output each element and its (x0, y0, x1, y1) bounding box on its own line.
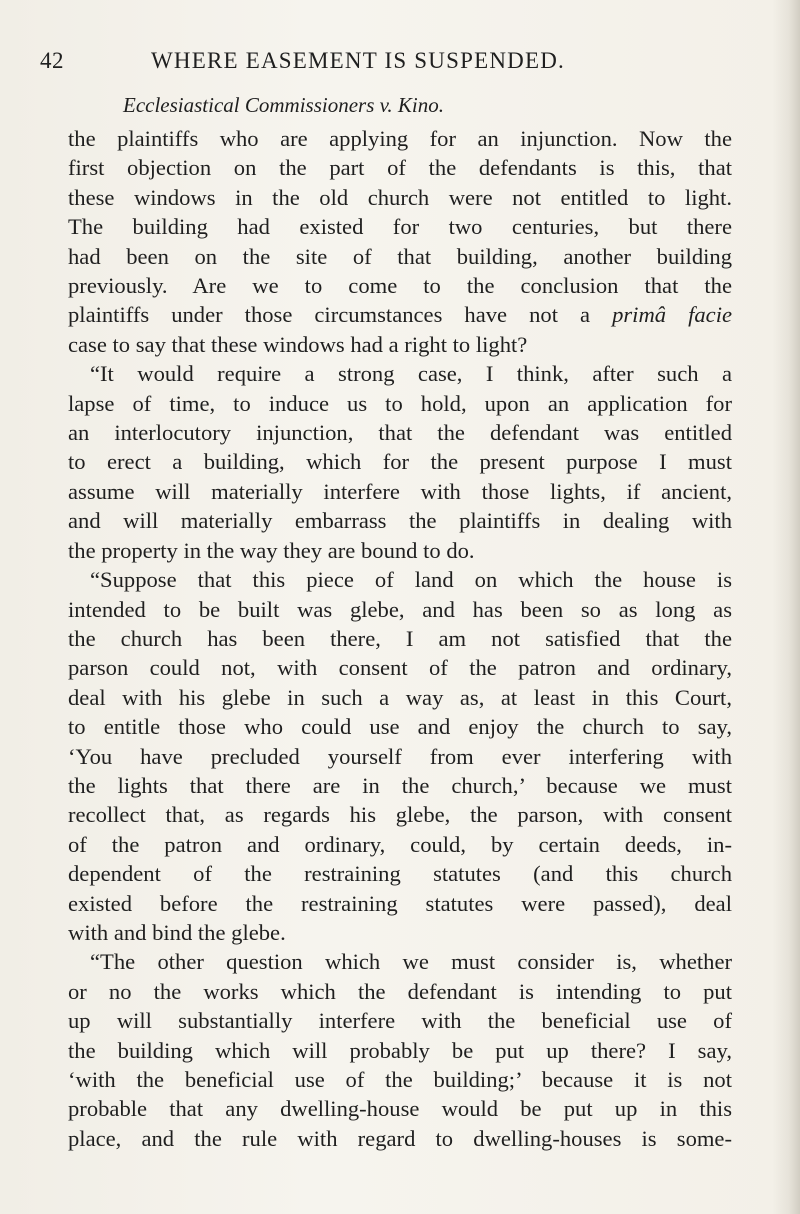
text-line: first objection on the part of the defendants is this, that (68, 155, 732, 181)
text-line: assume will materially interfere with those lights, if ancient, (68, 478, 732, 504)
text-line: or no the works which the defendant is intending to put (68, 978, 732, 1004)
text-line: deal with his glebe in such a way as, at least in this Court, (68, 684, 732, 710)
text-line: of the patron and ordinary, could, by certain deeds, in- (68, 831, 732, 857)
text-line: place, and the rule with regard to dwelling-houses is some- (68, 1125, 732, 1151)
page-header (40, 42, 740, 82)
text-line: these windows in the old church were not entitled to light. (68, 184, 732, 210)
text-line: to erect a building, which for the present purpose I must (68, 449, 732, 475)
page-number: 42 (40, 48, 64, 73)
text-line: and will materially embarrass the plaintiffs in dealing with (68, 508, 732, 534)
running-head: WHERE EASEMENT IS SUSPENDED. (151, 48, 565, 73)
text-line: existed before the restraining statutes were passed), deal (68, 890, 732, 916)
text-line: the plaintiffs who are applying for an injunction. Now the (68, 126, 732, 151)
text-line: The building had existed for two centuries, but there (68, 214, 732, 240)
text-line: with and bind the glebe. (68, 919, 286, 945)
text-line: case to say that these windows had a right to light? (68, 331, 528, 357)
text-line: up will substantially interfere with the beneficial use of (68, 1008, 732, 1034)
text-line: had been on the site of that building, another building (68, 243, 732, 269)
text-line: parson could not, with consent of the patron and ordinary, (68, 655, 732, 681)
text-line: dependent of the restraining statutes (and this church (68, 861, 732, 887)
text-line: the lights that there are in the church,’ because we must (68, 772, 732, 798)
italic-phrase: primâ facie (612, 302, 733, 328)
text-line: recollect that, as regards his glebe, the parson, with consent (68, 802, 732, 828)
text-line: to entitle those who could use and enjoy the church to say, (68, 714, 732, 740)
body-text (68, 124, 732, 1153)
text-line: lapse of time, to induce us to hold, upon an application for (68, 390, 732, 416)
text-line: the property in the way they are bound to do. (68, 537, 475, 563)
text-line: ‘with the beneficial use of the building;’ because it is not (68, 1067, 732, 1092)
text-line: an interlocutory injunction, that the defendant was entitled (68, 420, 732, 446)
text-line: “The other question which we must consider is, whether (90, 949, 732, 975)
page-edge-shadow (772, 0, 800, 1214)
text-segment: plaintiffs under those circumstances have not a (68, 302, 613, 328)
text-line: “Suppose that this piece of land on which the house is (90, 567, 732, 593)
text-line: ‘You have precluded yourself from ever interfering with (68, 743, 732, 769)
text-line: previously. Are we to come to the conclusion that the (68, 273, 732, 299)
case-name: Ecclesiastical Commissioners v. Kino. (123, 93, 444, 117)
text-line: intended to be built was glebe, and has been so as long as (68, 596, 732, 622)
text-line: the building which will probably be put up there? I say, (68, 1037, 732, 1063)
text-line (68, 300, 732, 329)
text-line: “It would require a strong case, I think, after such a (90, 361, 732, 387)
text-line: probable that any dwelling-house would be put up in this (68, 1096, 732, 1122)
text-line: the church has been there, I am not satisfied that the (68, 625, 732, 651)
